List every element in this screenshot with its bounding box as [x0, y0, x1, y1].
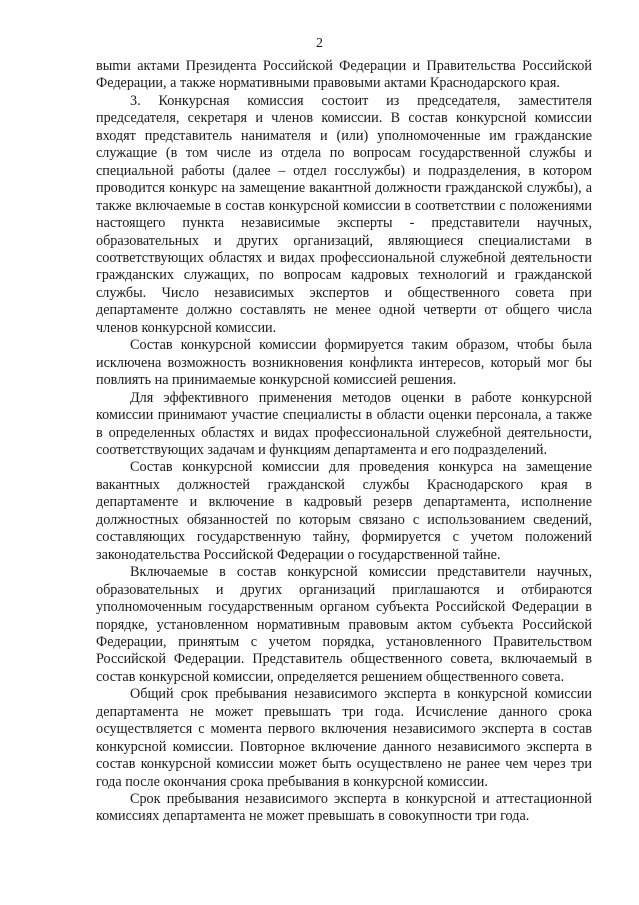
paragraph-continuation: выmи актами Президента Российской Федерации и Правительства Российской Федерации, а также нормативными правовыми актами Краснодарского края.: [96, 58, 592, 92]
paragraph-expert-total-term: Срок пребывания независимого эксперта в конкурсной и аттестационной комиссиях департамента не может превышать в совокупности три года.: [96, 791, 592, 825]
paragraph-state-secret: Состав конкурсной комиссии для проведения конкурса на замещение вакантных должностей гражданской службы Краснодарского края в департаменте и включение в кадровый резерв департамента, исполнение должностных обязанностей по которым связано с использованием сведений, составляющих государственную тайну, формируется с учетом положений законодательства Российской Федерации о государственной тайне.: [96, 459, 592, 563]
paragraph-organization-representatives: Включаемые в состав конкурсной комиссии представители научных, образовательных и других организаций приглашаются и отбираются уполномоченным государственным органом субъекта Российской Федерации в порядке, установленном нормативным правовым актом субъекта Российской Федерации, принятым с учетом порядка, установленного Правительством Российской Федерации. Представитель общественного совета, включаемый в состав конкурсной комиссии, определяется решением общественного совета.: [96, 564, 592, 685]
paragraph-expert-term: Общий срок пребывания независимого эксперта в конкурсной комиссии департамента не может превышать три года. Исчисление данного срока осуществляется с момента первого включения независимого эксперта в состав конкурсной комиссии. Повторное включение данного независимого эксперта в состав конкурсной комиссии может быть осуществлено не ранее чем через три года после окончания срока пребывания в конкурсной комиссии.: [96, 686, 592, 790]
page-number: 2: [316, 36, 323, 51]
paragraph-conflict-of-interest: Состав конкурсной комиссии формируется таким образом, чтобы была исключена возможность возникновения конфликта интересов, который мог бы повлиять на принимаемые конкурсной комиссией решения.: [96, 337, 592, 389]
paragraph-assessment-specialists: Для эффективного применения методов оценки в работе конкурсной комиссии принимают участие специалисты в области оценки персонала, а также в определенных областях и видах профессиональной служебной деятельности, соответствующих задачам и функциям департамента и его подразделений.: [96, 389, 592, 458]
document-body: [96, 58, 592, 826]
paragraph-commission-composition: 3. Конкурсная комиссия состоит из председателя, заместителя председателя, секретаря и членов комиссии. В состав конкурсной комиссии входят представитель нанимателя и (или) уполномоченные им гражданские служащие (в том числе из отдела по вопросам государственной службы и специальной работы (далее – отдел госслужбы) и подразделения, в котором проводится конкурс на замещение вакантной должности гражданской службы), а также включаемые в состав конкурсной комиссии в соответствии с положениями настоящего пункта независимые эксперты - представители научных, образовательных и других организаций, являющиеся специалистами в соответствующих областях и видах профессиональной служебной деятельности гражданских служащих, по вопросам кадровых технологий и гражданской службы. Число независимых экспертов и общественного совета при департаменте должно составлять не менее одной четверти от общего числа членов конкурсной комиссии.: [96, 92, 592, 336]
